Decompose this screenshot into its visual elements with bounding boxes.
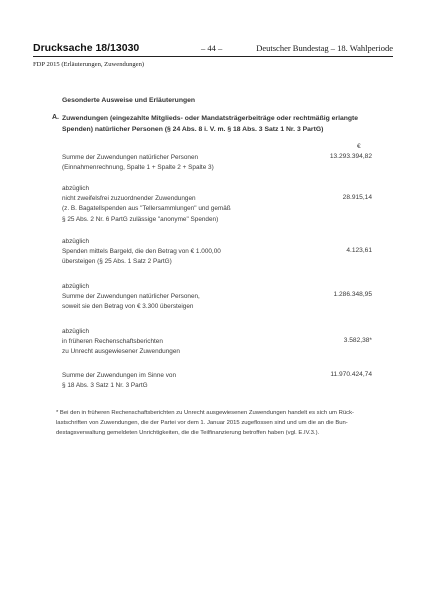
section-letter: A. — [52, 114, 59, 121]
item-amount: 28.915,14 — [342, 194, 372, 201]
item-text: abzüglich — [62, 238, 90, 245]
item-text: abzüglich — [62, 328, 90, 335]
item-amount: 13.293.394,82 — [329, 153, 372, 160]
parliament-label: Deutscher Bundestag – 18. Wahlperiode — [256, 43, 393, 53]
item-text: Summe der Zuwendungen natürlicher Personen — [62, 154, 199, 161]
footnote-line: destagsverwaltung gemeldeten Unrichtigkeiten, die die Teilfinanzierung betroffen haben (vgl. E.IV.3.). — [56, 430, 320, 436]
footnote-line: lastschriften von Zuwendungen, die der Partei vor dem 1. Januar 2015 zugeflossen sind und um die an die Bun- — [56, 420, 348, 426]
line-item — [62, 153, 312, 173]
line-item — [62, 282, 312, 313]
item-text: Spenden mittels Bargeld, die den Betrag von € 1.000,00 — [62, 248, 221, 256]
item-amount: 11.970.424,74 — [330, 371, 372, 378]
page-number: – 44 – — [201, 43, 223, 53]
item-text: in früheren Rechenschaftsberichten — [62, 338, 163, 346]
item-text: zu Unrecht ausgewiesener Zuwendungen — [62, 348, 180, 356]
section-heading: Zuwendungen (eingezahlte Mitglieds- oder Mandatsträgerbeiträge oder rechtmäßig erlangte Spenden) natürlicher Personen (§ 24 Abs. 8 i. V. m. § 18 Abs. 3 Satz 1 Nr. 3 PartG) — [62, 115, 359, 133]
currency-label: € — [357, 143, 361, 150]
page-header — [33, 42, 393, 57]
item-text: § 18 Abs. 3 Satz 1 Nr. 3 PartG — [62, 382, 148, 390]
item-text: abzüglich — [62, 283, 90, 290]
item-text: abzüglich — [62, 185, 90, 192]
item-text: übersteigen (§ 25 Abs. 1 Satz 2 PartG) — [62, 258, 172, 266]
line-item — [62, 237, 312, 268]
item-amount: 4.123,61 — [346, 247, 372, 254]
item-text: Summe der Zuwendungen im Sinne von — [62, 372, 177, 379]
item-amount: 1.286.348,95 — [333, 291, 372, 298]
line-item — [62, 184, 312, 225]
item-text: (Einnahmenrechnung, Spalte 1 + Spalte 2 + Spalte 3) — [62, 164, 214, 172]
item-text: § 25 Abs. 2 Nr. 6 PartG zulässige "anonyme" Spenden) — [62, 215, 219, 223]
section-title: Gesonderte Ausweise und Erläuterungen — [62, 97, 196, 104]
document-number: Drucksache 18/13030 — [33, 42, 140, 54]
line-item — [62, 327, 312, 358]
item-text: nicht zweifelsfrei zuzuordnender Zuwendungen — [62, 195, 196, 203]
item-amount: 3.582,38* — [343, 337, 372, 344]
line-item — [62, 371, 312, 391]
item-text: (z. B. Bagatellspenden aus "Tellersammlungen" und gemäß — [62, 205, 231, 213]
item-text: soweit sie den Betrag von € 3.300 übersteigen — [62, 303, 194, 311]
footnote-line: * Bei den in früheren Rechenschaftsberichten zu Unrecht ausgewiesenen Zuwendungen handelt es sich um Rück- — [56, 410, 354, 416]
subheader: FDP 2015 (Erläuterungen, Zuwendungen) — [33, 61, 145, 68]
item-text: Summe der Zuwendungen natürlicher Personen, — [62, 293, 200, 301]
footnote — [56, 408, 376, 438]
